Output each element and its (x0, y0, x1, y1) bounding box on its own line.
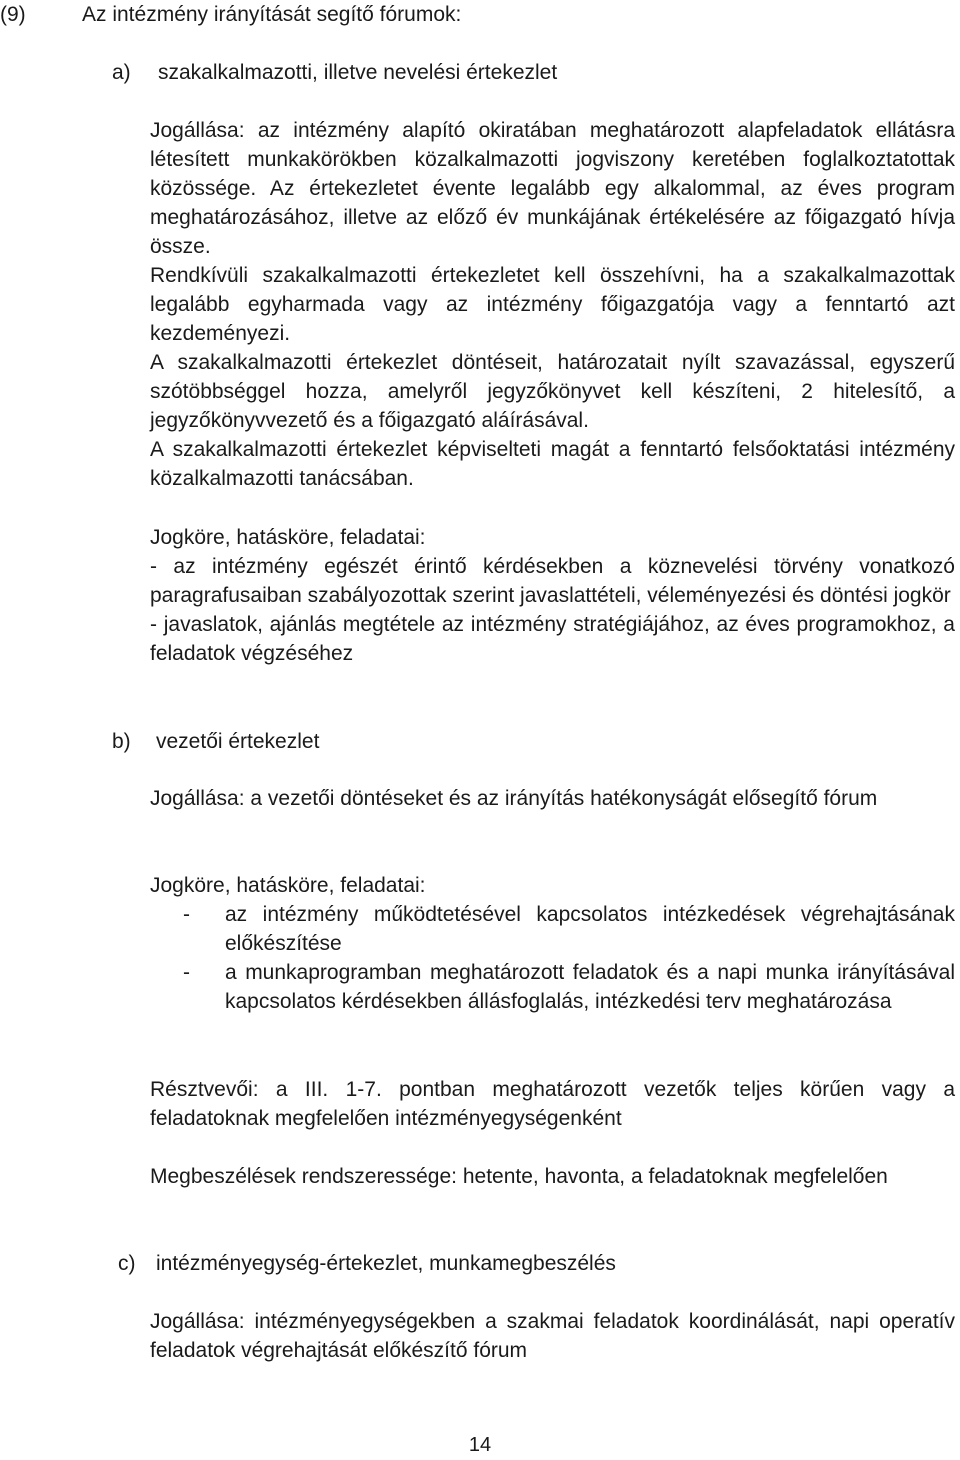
list-item (150, 958, 955, 1016)
status-paragraph-4: A szakalkalmazotti értekezlet képviselteti magát a fenntartó felsőoktatási intézmény közalkalmazotti tanácsában. (150, 438, 955, 490)
subsection-b-powers-title: Jogköre, hatásköre, feladatai: (150, 874, 426, 897)
subsection-a-title: szakalkalmazotti, illetve nevelési értekezlet (158, 61, 558, 84)
powers-title: Jogköre, hatásköre, feladatai: (150, 526, 426, 549)
subsection-c-status (150, 1307, 955, 1365)
list-dash: - (183, 903, 190, 926)
subsection-a-heading (112, 58, 912, 87)
powers-item-2: - javaslatok, ajánlás megtétele az intézmény stratégiájához, az éves programokhoz, a feladatok végzéséhez (150, 613, 955, 665)
page-number: 14 (468, 1434, 492, 1456)
subsection-a-powers (150, 523, 955, 668)
subsection-c-letter: c) (118, 1252, 136, 1275)
status-paragraph-1: Jogállása: az intézmény alapító okiratában meghatározott alapfeladatok ellátásra létesített munkakörökben közalkalmazotti jogviszony keretében foglalkoztatottak közössége. Az értekezletet évente legalább egy alkalommal, az éves program meghatározásához, illetve az előző év munkájának értékelésére az főigazgató hívja össze. (150, 119, 955, 258)
participants-text: Résztvevői: a III. 1-7. pontban meghatározott vezetők teljes körűen vagy a feladatoknak megfelelően intézményegységenként (150, 1078, 955, 1130)
subsection-b-title: vezetői értekezlet (156, 730, 320, 753)
subsection-b-heading (112, 727, 912, 756)
subsection-c-title: intézményegység-értekezlet, munkamegbeszélés (156, 1252, 616, 1275)
section-number: (9) (0, 3, 26, 26)
list-item-text: az intézmény működtetésével kapcsolatos intézkedések végrehajtásának előkészítése (225, 903, 955, 955)
subsection-b-status (150, 784, 955, 813)
subsection-a-status (150, 116, 955, 493)
subsection-b-powers-list (150, 900, 955, 1016)
subsection-b-meetings (150, 1162, 955, 1191)
subsection-b-status-text: Jogállása: a vezetői döntéseket és az irányítás hatékonyságát elősegítő fórum (150, 787, 878, 810)
list-item (150, 900, 955, 958)
status-paragraph-3: A szakalkalmazotti értekezlet döntéseit, határozatait nyílt szavazással, egyszerű szótöbbséggel hozza, amelyről jegyzőkönyvet kell készíteni, 2 hitelesítő, a jegyzőkönyvvezető és a főigazgató aláírásával. (150, 351, 955, 432)
subsection-b-participants (150, 1075, 955, 1133)
subsection-b-letter: b) (112, 730, 131, 753)
subsection-a-letter: a) (112, 61, 131, 84)
subsection-c-heading (118, 1249, 918, 1278)
subsection-b-powers-title-block (150, 871, 955, 900)
section-heading (0, 0, 960, 29)
powers-item-1: - az intézmény egészét érintő kérdésekben a köznevelési törvény vonatkozó paragrafusaiban szabályozottak szerint javaslattételi, véleményezési és döntési jogkör (150, 555, 955, 607)
status-paragraph-2: Rendkívüli szakalkalmazotti értekezletet kell összehívni, ha a szakalkalmazottak legalább egyharmada vagy az intézmény főigazgatója vagy a fenntartó azt kezdeményezi. (150, 264, 955, 345)
section-title: Az intézmény irányítását segítő fórumok: (82, 3, 462, 26)
meetings-text: Megbeszélések rendszeressége: hetente, havonta, a feladatoknak megfelelően (150, 1165, 888, 1188)
list-dash: - (183, 961, 190, 984)
list-item-text: a munkaprogramban meghatározott feladatok és a napi munka irányításával kapcsolatos kérdésekben állásfoglalás, intézkedési terv meghatározása (225, 961, 955, 1013)
subsection-c-status-text: Jogállása: intézményegységekben a szakmai feladatok koordinálását, napi operatív feladatok végrehajtását előkészítő fórum (150, 1310, 955, 1362)
